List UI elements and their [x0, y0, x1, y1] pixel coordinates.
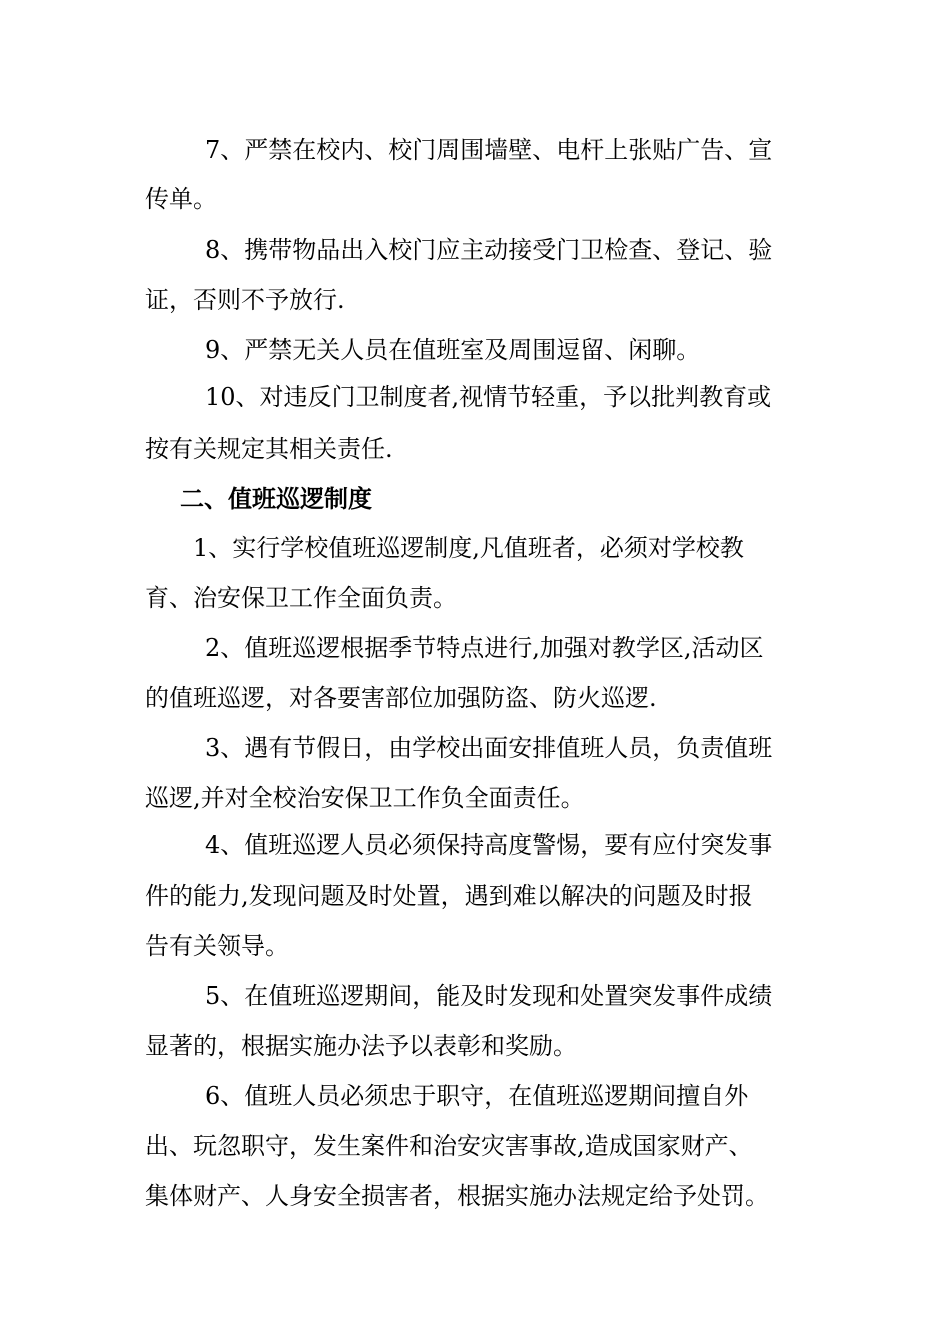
rule-item-8-line-1: 8、携带物品出入校门应主动接受门卫检查、登记、验 — [205, 236, 773, 264]
duty-item-5-line-1: 5、在值班巡逻期间，能及时发现和处置突发事件成绩 — [205, 982, 773, 1010]
rule-item-7-line-2: 传单。 — [145, 185, 217, 213]
duty-item-4-line-2: 件的能力,发现问题及时处置，遇到难以解决的问题及时报 — [145, 882, 753, 910]
rule-item-7-line-1: 7、严禁在校内、校门周围墙壁、电杆上张贴广告、宣 — [205, 136, 773, 164]
rule-item-10-line-1: 10、对违反门卫制度者,视情节轻重，予以批判教育或 — [205, 383, 772, 411]
rule-item-9-line-1: 9、严禁无关人员在值班室及周围逗留、闲聊。 — [205, 336, 701, 364]
duty-item-4-line-3: 告有关领导。 — [145, 932, 289, 960]
duty-item-1-line-1: 1、实行学校值班巡逻制度,凡值班者，必须对学校教 — [193, 534, 744, 562]
duty-item-6-line-1: 6、值班人员必须忠于职守，在值班巡逻期间擅自外 — [205, 1082, 749, 1110]
duty-item-3-line-1: 3、遇有节假日，由学校出面安排值班人员，负责值班 — [205, 734, 773, 762]
section-heading: 二、值班巡逻制度 — [180, 485, 372, 513]
duty-item-1-line-2: 育、治安保卫工作全面负责。 — [145, 584, 457, 612]
duty-item-2-line-1: 2、值班巡逻根据季节特点进行,加强对教学区,活动区 — [205, 634, 764, 662]
duty-item-6-line-2: 出、玩忽职守，发生案件和治安灾害事故,造成国家财产、 — [145, 1132, 753, 1160]
duty-item-3-line-2: 巡逻,并对全校治安保卫工作负全面责任。 — [145, 784, 585, 812]
duty-item-4-line-1: 4、值班巡逻人员必须保持高度警惕，要有应付突发事 — [205, 831, 773, 859]
rule-item-8-line-2: 证，否则不予放行. — [145, 286, 345, 314]
duty-item-5-line-2: 显著的，根据实施办法予以表彰和奖励。 — [145, 1032, 577, 1060]
rule-item-10-line-2: 按有关规定其相关责任. — [145, 435, 393, 463]
duty-item-6-line-3: 集体财产、人身安全损害者，根据实施办法规定给予处罚。 — [145, 1182, 769, 1210]
duty-item-2-line-2: 的值班巡逻，对各要害部位加强防盗、防火巡逻. — [145, 684, 657, 712]
